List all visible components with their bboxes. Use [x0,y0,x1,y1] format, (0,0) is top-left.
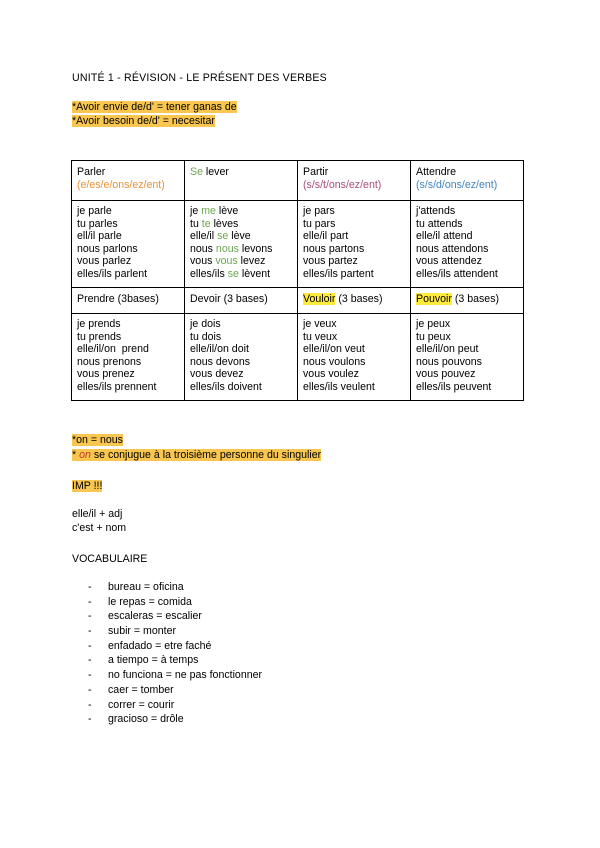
verb-name-part: Partir [303,166,329,178]
verb-conjugation-table [71,160,524,401]
conjugation-cell [72,201,185,288]
conjugation-part: elles/ils attendent [416,267,498,280]
conjugation-line: tu prends [77,330,122,343]
list-bullet: - [88,713,92,726]
conjugation-part: tu attends [416,217,463,230]
conjugation-cell [72,314,185,401]
conjugation-cell [411,201,524,288]
conjugation-line: je prends [77,318,121,330]
conjugation-line: elle/il/on prend [77,343,149,356]
conjugation-part: nous partons [303,242,365,255]
conjugation-line [416,218,519,231]
on-note-conjugation-text [72,449,321,461]
conjugation-part: se [227,267,239,280]
on-note-text: *on = nous [72,434,123,446]
list-bullet: - [88,654,92,667]
table-header-row-2 [72,288,524,314]
conjugation-line: elle/il/on peut [416,343,479,356]
list-bullet: - [88,639,92,652]
verb-name [303,166,406,179]
verb-bases-note: (3 bases) [335,293,383,305]
verb-name-part: lever [202,166,229,178]
verb-endings-text: (e/es/e/ons/ez/ent) [77,178,165,191]
conjugation-line: vous devez [190,368,244,381]
list-bullet: - [88,595,92,608]
list-bullet: - [88,581,92,593]
verb-name-part: Se [190,166,203,178]
verb-name [416,166,519,179]
conjugation-cell [298,201,411,288]
conjugation-part: vous [215,255,238,268]
note-avoir-besoin [72,115,215,128]
conjugation-part: me [201,205,216,217]
header-cell [298,288,411,314]
conjugation-part: nous [215,242,239,255]
verb-endings-text: (s/s/t/ons/ez/ent) [303,178,382,191]
vocab-entry: le repas = comida [108,595,192,608]
conjugation-cell [298,314,411,401]
list-item [88,624,262,639]
conjugation-line [77,218,180,231]
list-item [88,609,262,624]
verb-name: Vouloir [303,293,336,305]
conjugation-part: nous parlons [77,242,138,255]
conjugation-part: vous attendez [416,255,482,268]
list-bullet: - [88,625,92,638]
conjugation-part: tu parles [77,217,118,230]
conjugation-line: elle/il/on veut [303,343,365,356]
conjugation-part: lèvent [238,267,271,280]
verb-name-part: Attendre [416,166,457,178]
conjugation-line [416,243,519,256]
vocab-entry: caer = tomber [108,683,174,696]
conjugation-line: nous devons [190,355,251,368]
conjugation-part: elle/il [190,230,218,243]
verb-name [190,166,293,179]
header-cell [411,288,524,314]
conjugation-part: vous [190,255,216,268]
verb-name [77,166,180,179]
conjugation-line [77,268,180,281]
vocab-entry: enfadado = etre faché [108,639,212,652]
verb-name: Pouvoir [416,293,452,305]
page-title: UNITÉ 1 - RÉVISION - LE PRÉSENT DES VERBES [72,72,327,84]
vocab-entry: a tiempo = à temps [108,654,199,667]
conjugation-line: elles/ils prennent [77,380,157,393]
conjugation-line [303,218,406,231]
conjugation-part: nous [190,242,216,255]
vocab-title: VOCABULAIRE [72,553,148,565]
conjugation-line [303,255,406,268]
list-bullet: - [88,610,92,623]
conjugation-cell [185,201,298,288]
list-item [88,653,262,668]
vocab-entry: bureau = oficina [108,581,184,593]
list-item [88,712,262,727]
conjugation-line: nous prenons [77,355,142,368]
vocab-entry: subir = monter [108,625,177,638]
list-item [88,668,262,683]
on-note-prefix: * [72,449,80,461]
conjugation-line [416,255,519,268]
verb-bases-note: (3bases) [114,293,159,305]
conjugation-line [416,268,519,281]
conjugation-line [303,230,406,243]
conjugation-line [190,218,293,231]
grammar-line-nom: c'est + nom [72,522,127,534]
header-cell [72,161,185,201]
conjugation-line [77,255,180,268]
conjugation-line [190,255,293,268]
list-bullet: - [88,698,92,711]
conjugation-line [303,243,406,256]
conjugation-part: lève [228,230,251,243]
conjugation-part: nous attendons [416,242,489,255]
imp-note-text: IMP !!! [72,480,103,492]
header-cell [185,288,298,314]
verb-name: Prendre [77,293,115,305]
conjugation-part: vous parlez [77,255,132,268]
conjugation-part: elle/il attend [416,230,473,243]
list-item [88,639,262,654]
conjugation-line [77,243,180,256]
conjugation-line: nous voulons [303,355,366,368]
verb-endings [303,179,406,192]
conjugation-part: se [217,230,229,243]
conjugation-line [190,243,293,256]
conjugation-line [416,230,519,243]
conjugation-part: elles/ils parlent [77,267,148,280]
table-conjugation-row-1 [72,201,524,288]
conjugation-line [190,268,293,281]
header-cell [185,161,298,201]
conjugation-line [303,205,406,218]
on-note-rest: se conjugue à la troisième personne du singulier [90,449,322,461]
conjugation-part: tu pars [303,217,336,230]
list-bullet: - [88,669,92,682]
vocab-entry: no funciona = ne pas fonctionner [108,669,263,682]
on-note-line-2 [72,449,321,462]
conjugation-part: elles/ils partent [303,267,374,280]
conjugation-line: vous voulez [303,368,359,381]
list-item [88,595,262,610]
conjugation-line [77,230,180,243]
verb-name: Devoir [190,293,221,305]
conjugation-line [190,205,293,218]
conjugation-part: je [190,205,202,217]
conjugation-line: elles/ils peuvent [416,380,492,393]
conjugation-part: elle/il part [303,230,349,243]
note-avoir-envie-text: *Avoir envie de/d' = tener ganas de [72,101,237,113]
conjugation-cell [411,314,524,401]
conjugation-part: ell/il parle [77,230,122,243]
header-cell [72,288,185,314]
on-note-emphasis: on [79,449,91,461]
verb-bases-note: (3 bases) [220,293,268,305]
note-avoir-besoin-text: *Avoir besoin de/d' = necesitar [72,115,215,127]
conjugation-line: tu peux [416,330,451,343]
header-cell [298,161,411,201]
table-conjugation-row-2 [72,314,524,401]
conjugation-line [416,205,519,218]
conjugation-line: vous prenez [77,368,135,381]
conjugation-line: je veux [303,318,337,330]
table-header-row-1 [72,161,524,201]
conjugation-part: levons [238,242,273,255]
conjugation-line: elles/ils doivent [190,380,262,393]
conjugation-line: je dois [190,318,221,330]
vocab-list [88,580,262,727]
conjugation-part: j'attends [416,205,456,217]
list-item [88,698,262,713]
grammar-line-adj: elle/il + adj [72,508,123,520]
list-item [88,580,262,595]
conjugation-part: tu [190,217,202,230]
note-avoir-envie [72,101,237,114]
conjugation-line: elle/il/on doit [190,343,249,356]
conjugation-part: lèves [210,217,239,230]
conjugation-part: je parle [77,205,112,217]
list-bullet: - [88,683,92,696]
conjugation-part: te [201,217,211,230]
conjugation-part: vous partez [303,255,358,268]
verb-name-part: Parler [77,166,106,178]
on-note-line-1 [72,434,123,447]
conjugation-line: je peux [416,318,451,330]
conjugation-part: lève [215,205,239,217]
verb-bases-note: (3 bases) [451,293,500,305]
conjugation-part: elles/ils [190,267,228,280]
header-cell [411,161,524,201]
conjugation-part: levez [237,255,266,268]
conjugation-line [77,205,180,218]
verb-endings [77,179,180,192]
conjugation-line: tu dois [190,330,222,343]
conjugation-line [303,268,406,281]
vocab-entry: escaleras = escalier [108,610,202,623]
conjugation-line: tu veux [303,330,338,343]
conjugation-line: vous pouvez [416,368,476,381]
conjugation-line: nous pouvons [416,355,482,368]
imp-note [72,480,102,493]
list-item [88,683,262,698]
verb-endings-text: (s/s/d/ons/ez/ent) [416,178,498,191]
vocab-entry: correr = courir [108,698,175,711]
conjugation-cell [185,314,298,401]
conjugation-part: je pars [303,205,335,217]
conjugation-line: elles/ils veulent [303,380,375,393]
verb-endings [416,179,519,192]
conjugation-line [190,230,293,243]
vocab-entry: gracioso = drôle [108,713,184,726]
